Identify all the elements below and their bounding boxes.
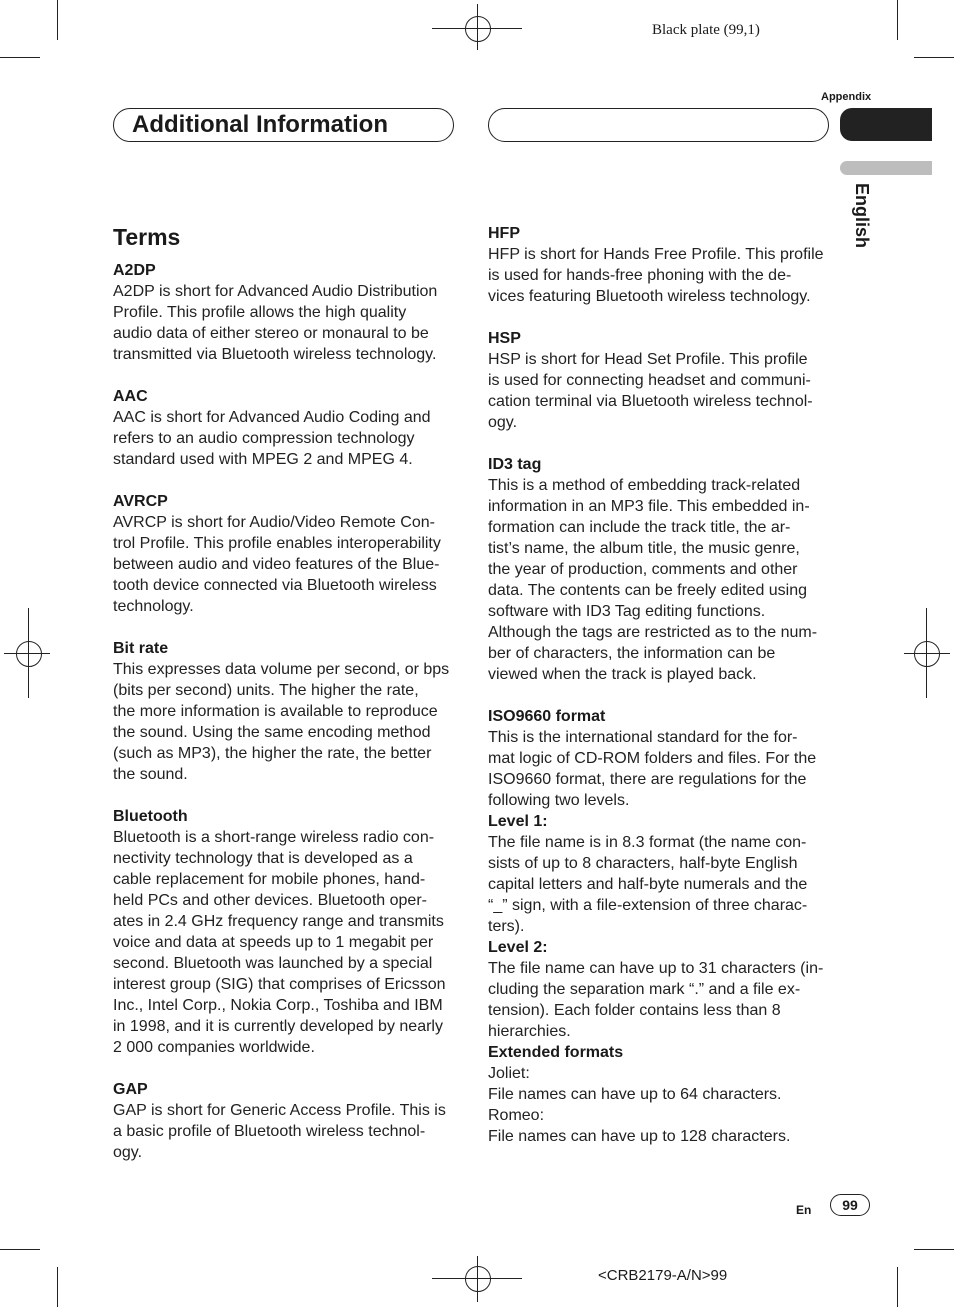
text-line: the sound. bbox=[113, 766, 188, 783]
text-line: the year of production, comments and other bbox=[488, 561, 798, 578]
crop-mark bbox=[0, 57, 40, 58]
appendix-label: Appendix bbox=[821, 91, 872, 103]
term-title: HFP bbox=[488, 225, 520, 242]
term-title: ID3 tag bbox=[488, 456, 542, 473]
text-line: A2DP is short for Advanced Audio Distribution bbox=[113, 283, 438, 300]
text-line: viewed when the track is played back. bbox=[488, 666, 757, 683]
text-line: hierarchies. bbox=[488, 1023, 571, 1040]
header-blank-pill bbox=[488, 108, 829, 142]
text-line: following two levels. bbox=[488, 792, 630, 809]
left-column bbox=[113, 222, 458, 1184]
text-line: trol Profile. This profile enables interoperability bbox=[113, 535, 441, 552]
crop-mark bbox=[57, 0, 58, 40]
term-description bbox=[113, 512, 458, 617]
text-line: ogy. bbox=[488, 414, 518, 431]
text-line: “_” sign, with a file-extension of three charac- bbox=[488, 897, 808, 914]
text-line: standard used with MPEG 2 and MPEG 4. bbox=[113, 451, 413, 468]
page-number: 99 bbox=[830, 1194, 870, 1216]
text-line: transmitted via Bluetooth wireless technology. bbox=[113, 346, 437, 363]
text-line: interest group (SIG) that comprises of Ericsson bbox=[113, 976, 446, 993]
chapter-tab bbox=[840, 108, 932, 141]
registration-mark bbox=[465, 16, 491, 42]
text-line: This expresses data volume per second, or bps bbox=[113, 661, 450, 678]
language-tab bbox=[840, 161, 932, 175]
text-line: cable replacement for mobile phones, hand- bbox=[113, 871, 426, 888]
text-line: Profile. This profile allows the high quality bbox=[113, 304, 407, 321]
term-entry bbox=[113, 1079, 458, 1163]
text-line: This is the international standard for the for- bbox=[488, 729, 798, 746]
term-description bbox=[113, 281, 458, 365]
section-header-pill bbox=[113, 108, 454, 142]
text-line: Joliet: bbox=[488, 1065, 530, 1082]
text-line: formation can include the track title, the ar- bbox=[488, 519, 791, 536]
text-line: File names can have up to 128 characters. bbox=[488, 1128, 791, 1145]
text-line: Although the tags are restricted as to the num- bbox=[488, 624, 818, 641]
term-entry bbox=[113, 491, 458, 617]
text-line: information in an MP3 file. This embedded in- bbox=[488, 498, 810, 515]
text-line: is used for hands-free phoning with the de- bbox=[488, 267, 792, 284]
term-entry bbox=[488, 454, 833, 685]
term-title: Bluetooth bbox=[113, 808, 188, 825]
text-line: software with ID3 Tag editing functions. bbox=[488, 603, 766, 620]
language-label: English bbox=[852, 183, 872, 249]
subheading-level-2: Level 2: bbox=[488, 939, 548, 956]
text-line: nectivity technology that is developed as a bbox=[113, 850, 413, 867]
registration-mark bbox=[16, 641, 42, 667]
text-line: Inc., Intel Corp., Nokia Corp., Toshiba and IBM bbox=[113, 997, 443, 1014]
term-entry bbox=[113, 386, 458, 470]
text-line: data. The contents can be freely edited using bbox=[488, 582, 808, 599]
text-line: the sound. Using the same encoding method bbox=[113, 724, 431, 741]
text-line: HFP is short for Hands Free Profile. This profile bbox=[488, 246, 824, 263]
text-line: a basic profile of Bluetooth wireless technol- bbox=[113, 1123, 426, 1140]
term-entry bbox=[488, 223, 833, 307]
text-line: vices featuring Bluetooth wireless technology. bbox=[488, 288, 811, 305]
text-line: 2 000 companies worldwide. bbox=[113, 1039, 315, 1056]
term-description bbox=[488, 349, 833, 433]
text-line: AAC is short for Advanced Audio Coding and bbox=[113, 409, 431, 426]
text-line: ogy. bbox=[113, 1144, 143, 1161]
term-entry bbox=[113, 806, 458, 1058]
term-description bbox=[113, 1100, 458, 1163]
term-title: AAC bbox=[113, 388, 148, 405]
section-title: Terms bbox=[113, 224, 181, 250]
term-entry bbox=[113, 638, 458, 785]
text-line: held PCs and other devices. Bluetooth oper- bbox=[113, 892, 427, 909]
text-line: ates in 2.4 GHz frequency range and transmits bbox=[113, 913, 444, 930]
crop-mark bbox=[897, 1267, 898, 1307]
term-title: ISO9660 format bbox=[488, 708, 606, 725]
term-title: GAP bbox=[113, 1081, 148, 1098]
term-description bbox=[113, 407, 458, 470]
text-line: ISO9660 format, there are regulations for the bbox=[488, 771, 807, 788]
text-line: File names can have up to 64 characters. bbox=[488, 1086, 782, 1103]
text-line: sists of up to 8 characters, half-byte English bbox=[488, 855, 798, 872]
text-line: HSP is short for Head Set Profile. This profile bbox=[488, 351, 808, 368]
text-line: GAP is short for Generic Access Profile. This is bbox=[113, 1102, 446, 1119]
text-line: between audio and video features of the Blue- bbox=[113, 556, 440, 573]
term-entry bbox=[488, 328, 833, 433]
text-line: The file name can have up to 31 characters (in- bbox=[488, 960, 824, 977]
subheading-level-1: Level 1: bbox=[488, 813, 548, 830]
term-description bbox=[488, 727, 833, 1147]
plate-label: Black plate (99,1) bbox=[652, 22, 760, 38]
text-line: tension). Each folder contains less than 8 bbox=[488, 1002, 781, 1019]
text-line: This is a method of embedding track-related bbox=[488, 477, 801, 494]
crop-mark bbox=[57, 1267, 58, 1307]
text-line: (bits per second) units. The higher the rate, bbox=[113, 682, 419, 699]
text-line: technology. bbox=[113, 598, 194, 615]
text-line: audio data of either stereo or monaural to be bbox=[113, 325, 429, 342]
text-line: tooth device connected via Bluetooth wireless bbox=[113, 577, 437, 594]
language-code: En bbox=[796, 1203, 812, 1217]
subheading-extended-formats: Extended formats bbox=[488, 1044, 624, 1061]
term-title: AVRCP bbox=[113, 493, 168, 510]
text-line: ters). bbox=[488, 918, 525, 935]
left-terms-list bbox=[113, 260, 458, 1163]
chapter-title: Additional Information bbox=[132, 111, 388, 138]
registration-mark bbox=[914, 641, 940, 667]
term-description bbox=[113, 659, 458, 785]
text-line: Romeo: bbox=[488, 1107, 545, 1124]
term-description bbox=[488, 475, 833, 685]
text-line: Bluetooth is a short-range wireless radio con- bbox=[113, 829, 435, 846]
crop-mark bbox=[897, 0, 898, 40]
text-line: is used for connecting headset and communi- bbox=[488, 372, 811, 389]
text-line: cation terminal via Bluetooth wireless technol- bbox=[488, 393, 813, 410]
text-line: cluding the separation mark “.” and a file ex- bbox=[488, 981, 801, 998]
term-description bbox=[113, 827, 458, 1058]
text-line: tist’s name, the album title, the music genre, bbox=[488, 540, 800, 557]
text-line: ber of characters, the information can be bbox=[488, 645, 776, 662]
crop-mark bbox=[914, 57, 954, 58]
text-line: second. Bluetooth was launched by a special bbox=[113, 955, 433, 972]
registration-mark bbox=[465, 1266, 491, 1292]
right-column bbox=[488, 223, 833, 1168]
term-entry bbox=[113, 260, 458, 365]
text-line: voice and data at speeds up to 1 megabit per bbox=[113, 934, 434, 951]
text-line: refers to an audio compression technology bbox=[113, 430, 415, 447]
crop-mark bbox=[0, 1249, 40, 1250]
term-title: A2DP bbox=[113, 262, 156, 279]
term-title: HSP bbox=[488, 330, 521, 347]
crop-mark bbox=[914, 1249, 954, 1250]
document-code: <CRB2179-A/N>99 bbox=[598, 1267, 728, 1284]
text-line: in 1998, and it is currently developed by nearly bbox=[113, 1018, 443, 1035]
term-description bbox=[488, 244, 833, 307]
text-line: the more information is available to reproduce bbox=[113, 703, 438, 720]
term-title: Bit rate bbox=[113, 640, 169, 657]
text-line: (such as MP3), the higher the rate, the better bbox=[113, 745, 432, 762]
text-line: mat logic of CD-ROM folders and files. For the bbox=[488, 750, 817, 767]
text-line: capital letters and half-byte numerals and the bbox=[488, 876, 808, 893]
term-entry bbox=[488, 706, 833, 1147]
text-line: AVRCP is short for Audio/Video Remote Con- bbox=[113, 514, 435, 531]
text-line: The file name is in 8.3 format (the name con- bbox=[488, 834, 807, 851]
